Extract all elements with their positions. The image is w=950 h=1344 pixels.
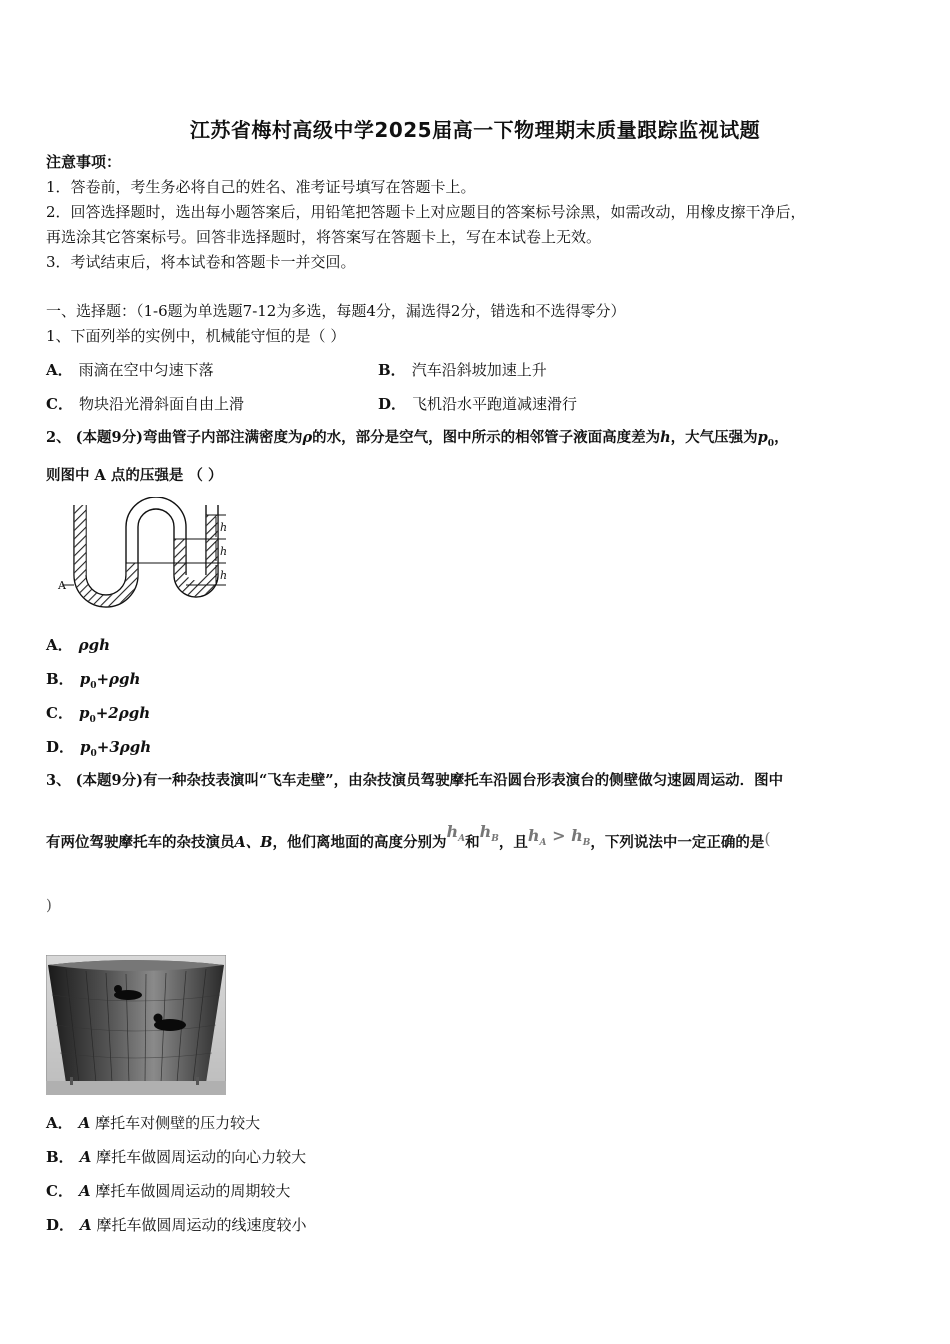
inequality-math: $h_A > h_B$ <box>527 826 591 849</box>
rider-symbol: A <box>79 1148 92 1166</box>
p-subscript: 0 <box>90 681 97 691</box>
option-text: 雨滴在空中匀速下落 <box>78 361 214 379</box>
option-text: 物块沿光滑斜面自由上滑 <box>78 395 244 413</box>
notice-item: 3．考试结束后，将本试卷和答题卡一并交回。 <box>46 253 356 271</box>
h-label-3: h <box>220 569 228 582</box>
question-2-option-b <box>46 669 140 696</box>
option-text: ρgh <box>78 636 111 654</box>
option-text: +3ρgh <box>96 738 152 756</box>
option-label: A． <box>46 1114 73 1132</box>
h-symbol: h <box>660 429 671 446</box>
section-heading: 一、选择题：（1-6题为单选题7-12为多选，每题4分，漏选得2分，错选和不选得零分） <box>46 302 626 320</box>
option-label: D． <box>46 738 75 756</box>
h-label-1: h <box>220 521 228 534</box>
rider-symbol: A <box>80 1216 92 1234</box>
option-label: C． <box>46 1182 73 1200</box>
p-subscript: 0 <box>89 715 96 725</box>
h-a-math: $h_A$ <box>446 822 466 845</box>
point-a-label: A <box>58 579 66 592</box>
stem-text: ，且 <box>498 834 528 851</box>
stem-text: ，大气压强为 <box>670 429 758 446</box>
question-3-option-a <box>46 1113 260 1133</box>
p-subscript: 0 <box>90 749 97 759</box>
p0-subscript: 0 <box>767 438 775 449</box>
paren-open: ( <box>764 829 771 848</box>
question-1-option-c <box>46 394 244 414</box>
question-2-option-c <box>46 703 150 730</box>
h-b-math: $h_B$ <box>479 822 499 845</box>
option-label: D． <box>378 395 407 413</box>
question-3-paren-close: ) <box>46 896 52 914</box>
riders-ab: A、B <box>234 834 273 851</box>
option-text: 摩托车做圆周运动的线速度较小 <box>96 1216 307 1234</box>
option-text: +ρgh <box>96 670 141 688</box>
p-symbol: p <box>78 704 90 722</box>
option-label: C． <box>46 704 73 722</box>
notice-item: 再选涂其它答案标号。回答非选择题时，将答案写在答题卡上，写在本试卷上无效。 <box>46 228 602 246</box>
page-title: 江苏省梅村高级中学2025届高一下物理期末质量跟踪监视试题 <box>189 118 761 142</box>
bent-tube-figure <box>56 497 236 617</box>
question-2-stem <box>46 428 789 454</box>
p-symbol: p <box>79 670 91 688</box>
question-1-option-a <box>46 360 214 380</box>
stem-text: ，下列说法中一定正确的是 <box>590 834 765 851</box>
stem-text: 的水，部分是空气，图中所示的相邻管子液面高度差为 <box>312 429 661 446</box>
h-label-2: h <box>220 545 228 558</box>
option-label: A． <box>46 636 73 654</box>
question-1-option-d <box>378 394 577 414</box>
question-3-option-d <box>46 1215 306 1235</box>
stem-text: 和 <box>465 834 480 851</box>
option-text: +2ρgh <box>95 704 151 722</box>
p0-symbol: p <box>757 429 768 446</box>
question-2-stem-line2: 则图中 A 点的压强是 （ ） <box>46 467 223 484</box>
option-text: 汽车沿斜坡加速上升 <box>411 361 547 379</box>
option-label: B． <box>46 670 74 688</box>
question-1-option-b <box>378 360 547 380</box>
option-label: D． <box>46 1216 75 1234</box>
question-3-stem: 3、 (本题9分)有一种杂技表演叫“飞车走壁”，由杂技演员驾驶摩托车沿圆台形表演台的侧壁做匀速圆周运动．图中 <box>46 772 784 789</box>
question-2-option-a <box>46 635 110 655</box>
stem-text: ，他们离地面的高度分别为 <box>272 834 447 851</box>
question-1-stem: 1、下面列举的实例中，机械能守恒的是（ ） <box>46 327 346 345</box>
notice-item: 2．回答选择题时，选出每小题答案后，用铅笔把答题卡上对应题目的答案标号涂黑，如需改动，用橡皮擦干净后， <box>46 203 806 221</box>
notice-item: 1．答卷前，考生务必将自己的姓名、准考证号填写在答题卡上。 <box>46 178 476 196</box>
notice-heading: 注意事项： <box>46 153 122 171</box>
question-3-option-b <box>46 1147 306 1167</box>
question-3-stem-line2 <box>46 822 771 859</box>
stem-text: ， <box>774 429 789 446</box>
rider-symbol: A <box>78 1114 91 1132</box>
option-label: B． <box>378 361 406 379</box>
wall-of-death-photo <box>46 955 226 1095</box>
stem-text: 有两位驾驶摩托车的杂技演员 <box>46 834 235 851</box>
question-2-option-d <box>46 737 151 764</box>
question-3-option-c <box>46 1181 290 1201</box>
option-label: A． <box>46 361 73 379</box>
p-symbol: p <box>80 738 91 756</box>
option-text: 摩托车做圆周运动的向心力较大 <box>96 1148 307 1166</box>
stem-text: 2、 (本题9分)弯曲管子内部注满密度为 <box>46 429 303 446</box>
rider-symbol: A <box>78 1182 91 1200</box>
option-label: C． <box>46 395 73 413</box>
option-text: 摩托车对侧壁的压力较大 <box>95 1114 261 1132</box>
option-text: 摩托车做圆周运动的周期较大 <box>95 1182 291 1200</box>
rho-symbol: ρ <box>302 429 313 446</box>
option-label: B． <box>46 1148 74 1166</box>
option-text: 飞机沿水平跑道减速滑行 <box>412 395 578 413</box>
